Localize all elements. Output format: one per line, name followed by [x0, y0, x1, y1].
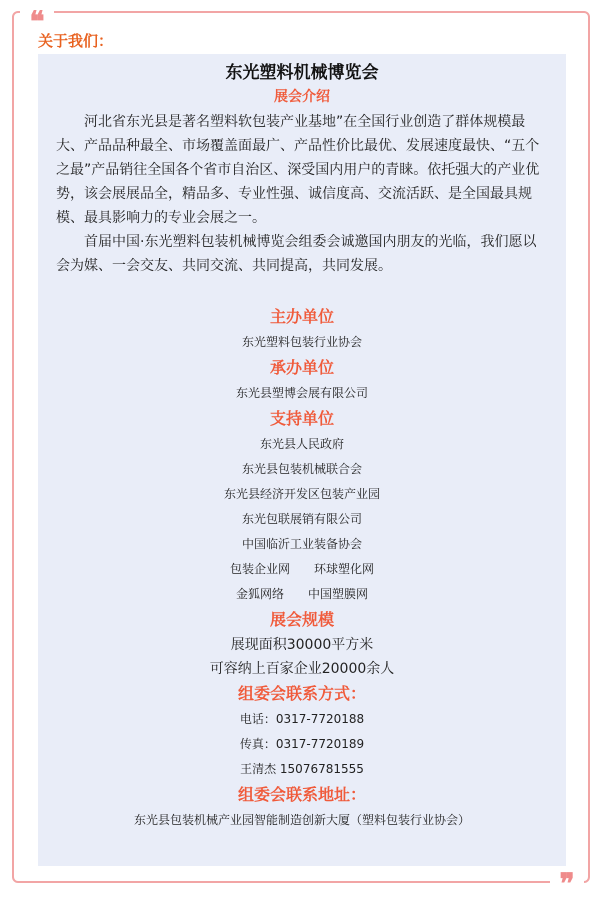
intro-heading: 展会介绍	[274, 89, 330, 105]
intro-paragraph: 河北省东光县是著名塑料软包装产业基地”在全国行业创造了群体规模最大、产品品种最全、市场覆盖面最广、产品性价比最优、发展速度最快、“五个之最”产品销往全国各个省市自治区、深受国内用户的青睐。依托强大的产业优势，该会展展品全，精品多、专业性强、诚信度高、交流活跃、是全国最具规模、最具影响力的专业会展之一。	[56, 114, 540, 226]
address-heading: 组委会联系地址：	[237, 785, 366, 804]
support-item: 中国塑膜网	[308, 587, 369, 601]
scale-line: 展现面积30000平方米	[230, 637, 374, 653]
support-item: 金狐网络	[235, 587, 284, 601]
content-panel	[38, 54, 566, 866]
support-item: 东光县经济开发区包装产业园	[223, 487, 380, 501]
support-item: 东光县人民政府	[259, 437, 344, 451]
support-pair	[54, 582, 550, 607]
contact-phone: 电话：0317-7720188	[239, 712, 365, 726]
scale-line: 可容纳上百家企业20000余人	[209, 661, 395, 677]
support-item: 环球塑化网	[314, 562, 375, 576]
support-item: 包装企业网	[229, 562, 290, 576]
intro-paragraph: 首届中国·东光塑料包装机械博览会组委会诚邀国内朋友的光临，我们愿以会为媒、一会交友、共同交流、共同提高，共同发展。	[56, 234, 537, 274]
contact-fax: 传真：0317-7720189	[239, 737, 365, 751]
support-pair	[54, 557, 550, 582]
sponsor-heading: 主办单位	[269, 307, 334, 326]
about-us-title: 关于我们：	[38, 32, 114, 50]
support-item: 东光县包装机械联合会	[241, 462, 362, 476]
sponsor-name: 东光塑料包装行业协会	[241, 335, 362, 349]
contact-person: 王清杰 15076781555	[240, 762, 364, 776]
contact-heading: 组委会联系方式：	[237, 684, 366, 703]
scale-heading: 展会规模	[269, 610, 334, 629]
open-quote-icon: ❝	[20, 7, 54, 29]
organizer-name: 东光县塑博会展有限公司	[235, 386, 368, 400]
intro-text	[56, 110, 548, 278]
organizer-heading: 承办单位	[269, 358, 334, 377]
support-item: 中国临沂工业装备协会	[241, 537, 362, 551]
close-quote-icon: ❞	[550, 869, 584, 891]
support-heading: 支持单位	[269, 409, 334, 428]
page-title: 东光塑料机械博览会	[225, 63, 379, 83]
support-item: 东光包联展销有限公司	[241, 512, 362, 526]
address-text: 东光县包装机械产业园智能制造创新大厦（塑料包装行业协会）	[133, 813, 470, 827]
